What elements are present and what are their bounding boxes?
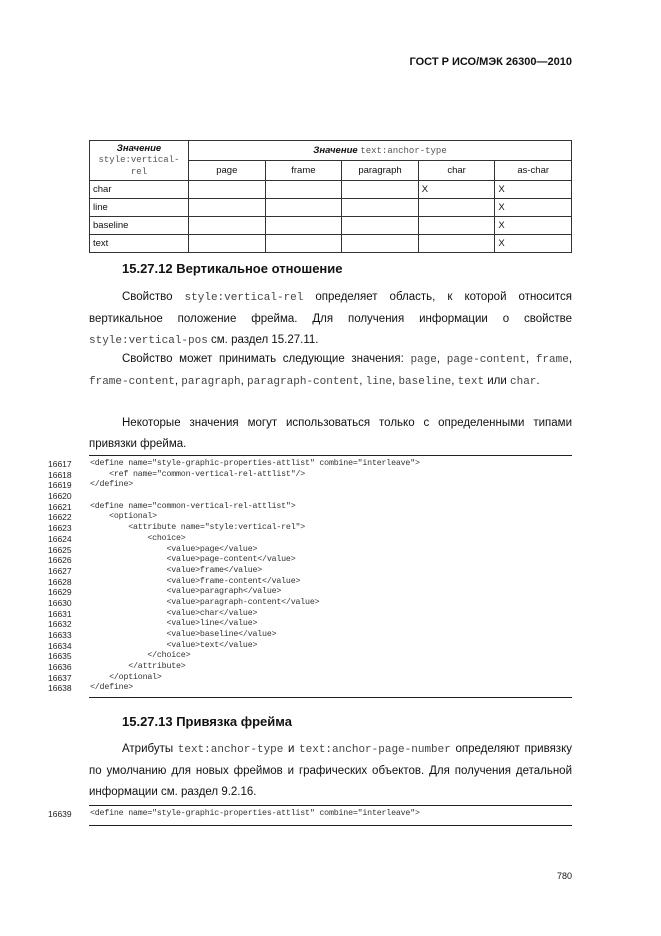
table-cell: X [418,181,495,199]
table-cell [265,181,342,199]
row-label: char [90,181,189,199]
code-term: frame-content [89,376,175,388]
header-cell-rel [90,141,189,181]
text: . [536,375,540,387]
code-text: <value>page-content</value> [90,555,296,565]
table-header-row [90,141,572,161]
text: определяет область, к которой относится вертикальное положение фрейма. Для получения информации о свойстве [89,291,572,325]
line-number: 16617 [48,459,72,469]
line-number: 16635 [48,651,72,662]
line-number: 16626 [48,555,72,566]
code-text: </optional> [90,672,162,682]
paragraph [89,739,572,803]
column-header: frame [265,161,342,181]
text: определяют привязку по умолчанию для новых фреймов и графических объектов. Для получения детальной информации см. раздел 9.2.16. [89,743,572,798]
table-cell: X [495,199,572,217]
code-line [48,662,572,673]
code-text: </define> [90,480,134,490]
line-number: 16627 [48,565,72,576]
text: , [451,375,458,387]
text: , [240,375,248,387]
code-text: <value>frame</value> [90,565,263,575]
paragraph [89,287,572,352]
row-label: baseline [90,217,189,235]
code-text: <optional> [90,512,157,522]
table-cell: X [495,181,572,199]
code-line [48,809,572,820]
code-text: <value>paragraph</value> [90,587,282,597]
paragraph [89,349,572,393]
table-cell [189,199,266,217]
text: Свойство может принимать следующие значения: [122,353,411,365]
table-cell [189,235,266,253]
line-number: 16630 [48,597,72,608]
text: , [174,375,182,387]
code-text: </attribute> [90,662,186,672]
table-row [90,181,572,199]
text: , [568,353,573,365]
code-text: <value>paragraph-content</value> [90,597,320,607]
table-cell: X [495,217,572,235]
code-term: page [410,354,437,366]
code-text: <value>char</value> [90,608,258,618]
table-row [90,217,572,235]
code-rule-top [89,805,572,806]
table-row [90,235,572,253]
code-text: <define name="style-graphic-properties-attlist" combine="interleave"> [90,809,420,818]
code-line [48,641,572,652]
line-number: 16638 [48,683,72,694]
code-line [48,683,572,694]
code-term: line [365,376,393,388]
code-line [48,512,572,523]
code-line [48,459,572,470]
code-line [48,598,572,609]
table-cell [342,199,419,217]
code-line [48,534,572,545]
code-text: <attribute name="style:vertical-rel"> [90,523,306,533]
table-cell [342,217,419,235]
table-cell [342,235,419,253]
code-rule-bottom [89,825,572,826]
table-row [90,199,572,217]
code-line [48,577,572,588]
line-number: 16625 [48,544,72,555]
line-number: 16624 [48,533,72,544]
column-header: paragraph [342,161,419,181]
column-header: as-char [495,161,572,181]
row-label: line [90,199,189,217]
code-line [48,651,572,662]
code-line [48,587,572,598]
code-text: </define> [90,683,134,693]
code-line [48,555,572,566]
code-rule-top [89,455,572,456]
code-line [48,619,572,630]
line-number: 16628 [48,576,72,587]
column-header: page [189,161,266,181]
row-label: text [90,235,189,253]
table-cell [418,217,495,235]
page-number: 780 [556,871,572,881]
code-text: <choice> [90,533,186,543]
text: , [392,375,399,387]
paragraph: Некоторые значения могут использоваться только с определенными типами привязки фрейма. [89,417,572,450]
code-line [48,470,572,481]
code-term: text:anchor-page-number [299,744,451,756]
code-term: frame [535,354,569,366]
section-heading: 15.27.13 Привязка фрейма [122,714,292,729]
header-mono: style:vertical-rel [98,155,180,177]
text: , [436,353,447,365]
table-cell [189,181,266,199]
code-text: <define name="style-graphic-properties-attlist" combine="interleave"> [90,459,420,468]
code-text: <define name="common-vertical-rel-attlist"> [90,501,296,511]
code-term: style:vertical-pos [89,335,208,347]
column-header: char [418,161,495,181]
code-line [48,566,572,577]
line-number: 16632 [48,619,72,630]
table-cell: X [495,235,572,253]
code-term: baseline [398,376,452,388]
table-cell [418,199,495,217]
line-number: 16637 [48,672,72,683]
code-listing [48,809,572,820]
line-number: 16621 [48,501,72,512]
code-term: paragraph-content [247,376,360,388]
line-number: 16633 [48,630,72,640]
line-number: 16622 [48,512,72,523]
table-cell [342,181,419,199]
code-line [48,630,572,641]
line-number: 16639 [48,809,72,819]
header-mono: text:anchor-type [360,146,447,156]
text: , [359,375,366,387]
table-cell [265,217,342,235]
code-term: paragraph [181,376,241,388]
line-number: 16618 [48,469,72,480]
text: Атрибуты [122,743,178,755]
line-number: 16631 [48,608,72,619]
code-line [48,545,572,556]
text: или [484,375,510,387]
code-line [48,609,572,620]
code-term: text:anchor-type [177,744,284,756]
text: и [283,743,300,755]
code-line [48,523,572,534]
line-number: 16620 [48,491,72,502]
code-term: page-content [446,354,526,366]
code-line [48,673,572,684]
code-text: <value>baseline</value> [90,630,277,639]
text: см. раздел 15.27.11. [207,334,319,346]
text: Свойство [122,291,185,303]
header-cell-anchor [189,141,572,161]
code-text: </choice> [90,651,191,661]
code-line [48,480,572,491]
line-number: 16619 [48,480,72,491]
code-text: <value>frame-content</value> [90,576,301,586]
line-number: 16636 [48,662,72,673]
table-cell [265,199,342,217]
header-label: Значение [313,145,358,156]
header-label: Значение [116,143,162,154]
code-term: char [510,376,537,388]
code-listing [48,459,572,694]
table-cell [189,217,266,235]
values-table [89,140,572,253]
code-text: <value>page</value> [90,544,258,554]
code-text: <value>text</value> [90,640,258,650]
code-line [48,502,572,513]
code-term: text [457,376,485,388]
text: , [525,353,536,365]
table-cell [418,235,495,253]
table-cell [265,235,342,253]
line-number: 16629 [48,587,72,598]
section-heading: 15.27.12 Вертикальное отношение [122,261,343,276]
line-number: 16623 [48,523,72,534]
code-term: style:vertical-rel [184,292,304,304]
document-header: ГОСТ Р ИСО/МЭК 26300—2010 [409,56,572,68]
code-rule-bottom [89,697,572,698]
code-text: <value>line</value> [90,619,258,629]
code-line [48,491,572,502]
line-number: 16634 [48,640,72,651]
code-text: <ref name="common-vertical-rel-attlist"/> [90,469,306,479]
